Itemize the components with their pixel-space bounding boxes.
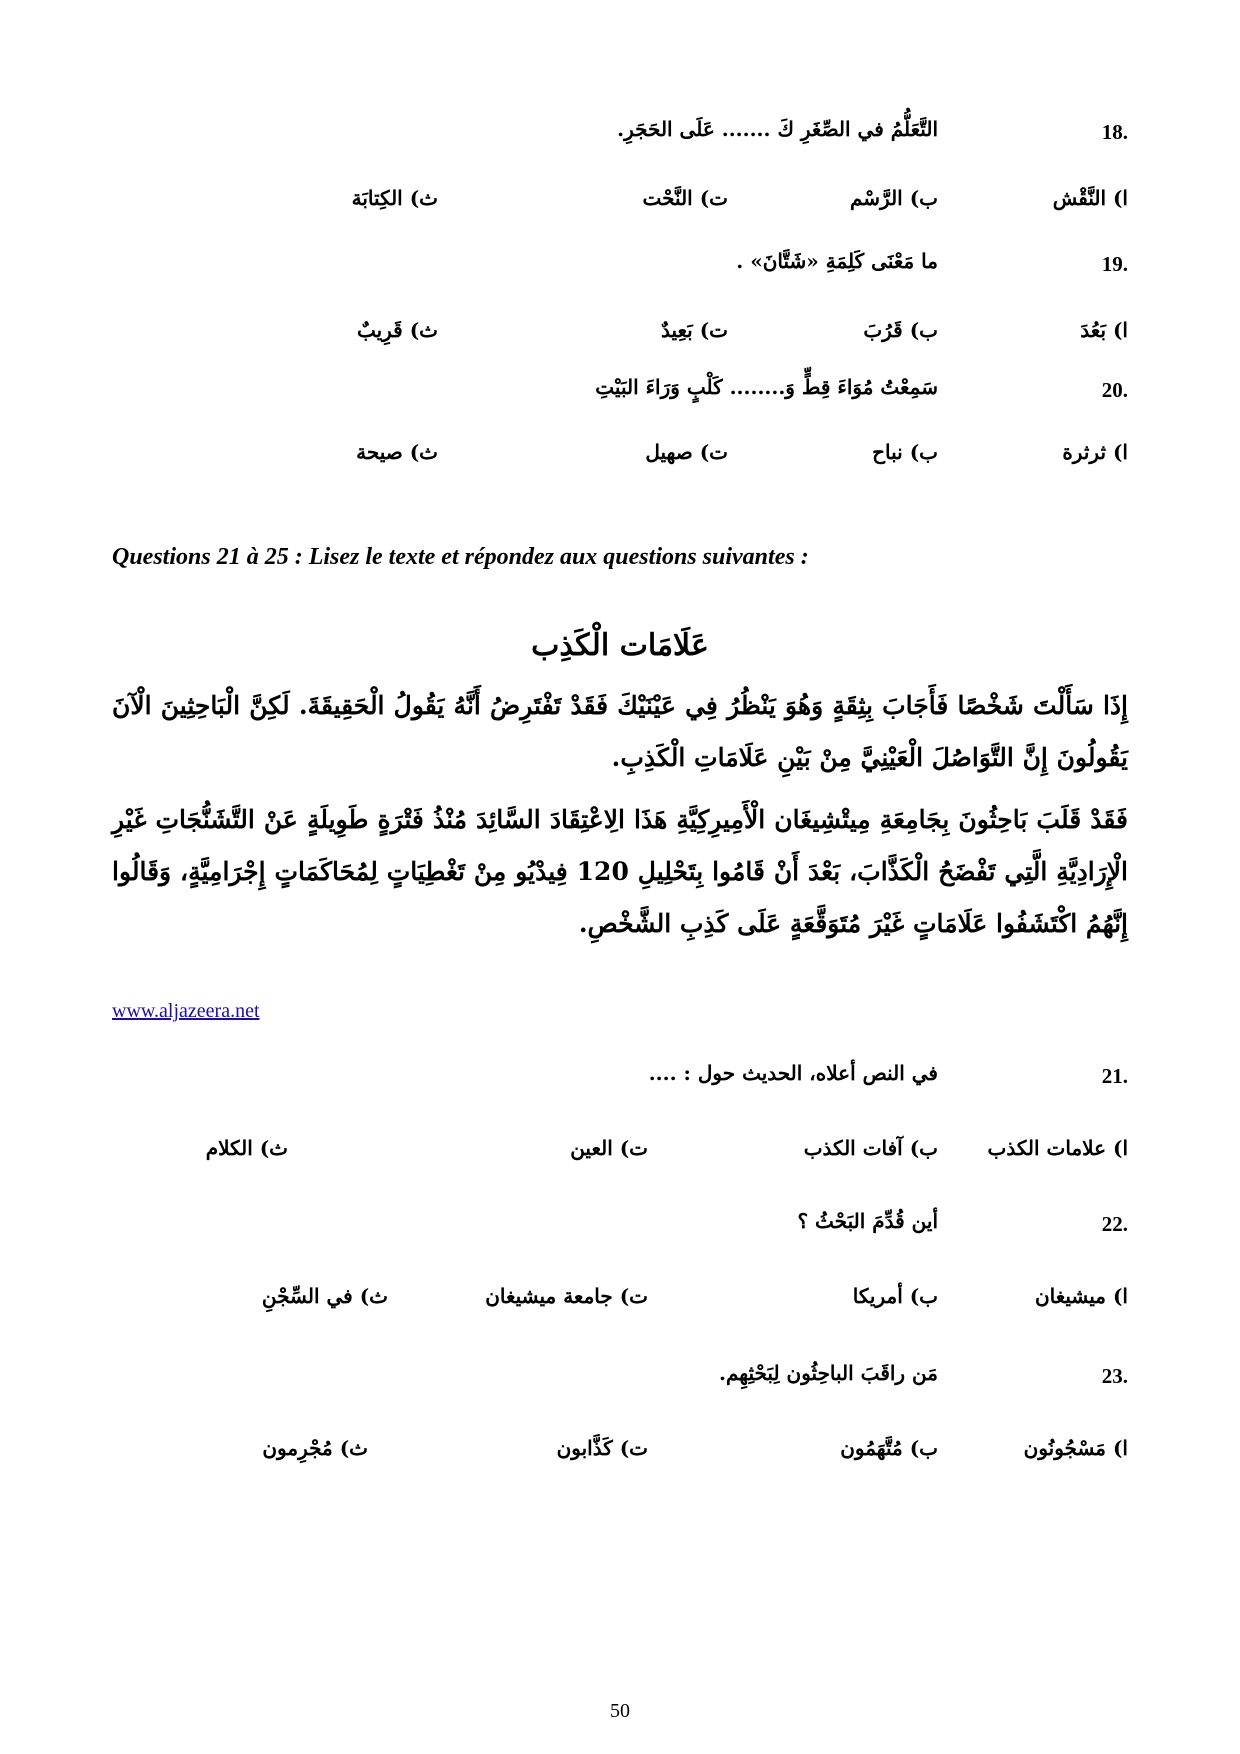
- question-text: أين قُدِّمَ البَحْثُ ؟: [797, 1209, 938, 1233]
- option-ta[interactable]: ت) النَّحْت: [642, 186, 728, 210]
- question-text: التَّعَلُّمُ في الصِّغَرِ كَ ....... عَلَى الحَجَرِ.: [617, 117, 938, 141]
- option-alif[interactable]: ا) النَّقْش: [1052, 186, 1128, 210]
- option-alif[interactable]: ا) ميشيغان: [1034, 1284, 1128, 1308]
- option-alif[interactable]: ا) مَسْجُونُون: [1023, 1436, 1128, 1460]
- question-number: 23.: [1101, 1364, 1128, 1388]
- source-link[interactable]: www.aljazeera.net: [112, 1000, 260, 1022]
- question-number: 21.: [1101, 1064, 1128, 1088]
- option-tha[interactable]: ث) في السِّجْنِ: [261, 1284, 388, 1308]
- question-number: 18.: [1101, 120, 1128, 144]
- option-ba[interactable]: ب) أمريكا: [852, 1284, 938, 1308]
- option-alif[interactable]: ا) علامات الكذب: [987, 1136, 1128, 1160]
- question-number: 22.: [1101, 1212, 1128, 1236]
- page-number: 50: [610, 1700, 630, 1722]
- option-alif[interactable]: ا) بَعُدَ: [1080, 318, 1128, 342]
- option-ta[interactable]: ت) جامعة ميشيغان: [485, 1284, 648, 1308]
- option-tha[interactable]: ث) صيحة: [356, 440, 438, 464]
- section-instruction: Questions 21 à 25 : Lisez le texte et répondez aux questions suivantes :: [112, 544, 809, 570]
- option-ba[interactable]: ب) الرَّسْم: [849, 186, 938, 210]
- question-text: ما مَعْنَى كَلِمَةِ «شَتَّانَ» .: [736, 249, 938, 273]
- option-tha[interactable]: ث) مُجْرِمون: [262, 1436, 368, 1460]
- option-alif[interactable]: ا) ثرثرة: [1062, 440, 1128, 464]
- option-ba[interactable]: ب) نباح: [872, 440, 938, 464]
- question-number: 19.: [1101, 252, 1128, 276]
- option-ta[interactable]: ت) العين: [570, 1136, 648, 1160]
- option-ta[interactable]: ت) بَعِيدٌ: [660, 318, 728, 342]
- option-ta[interactable]: ت) صهيل: [645, 440, 728, 464]
- option-ba[interactable]: ب) مُتَّهَمُون: [840, 1436, 938, 1460]
- question-text: في النص أعلاه، الحديث حول : ....: [648, 1061, 938, 1085]
- option-ba[interactable]: ب) قَرُبَ: [863, 318, 938, 342]
- option-tha[interactable]: ث) الكلام: [205, 1136, 288, 1160]
- passage-paragraph-2: فَقَدْ قَلَبَ بَاحِثُونَ بِجَامِعَةِ مِيتْشِيغَان الْأَمِيرِكِيَّةِ هَذَا الِاعْتِقَادَ السَّائِدَ مُنْذُ فَتْرَةٍ طَوِيلَةٍ عَنْ التَّشَنُّجَاتِ غَيْرِ الْإِرَادِيَّةِ الَّتِي تَفْضَحُ الْكَذَّابَ، بَعْدَ أَنْ قَامُوا بِتَحْلِيلِ 120 فِيدْيُو مِنْ تَغْطِيَاتٍ لِمُحَاكَمَاتٍ إِجْرَامِيَّةٍ، وَقَالُوا إِنَّهُمُ اكْتَشَفُوا عَلَامَاتٍ غَيْرَ مُتَوَقَّعَةٍ عَلَى كَذِبِ الشَّخْصِ.: [112, 805, 1128, 938]
- passage-title: عَلَامَات الْكَذِب: [531, 628, 709, 663]
- option-tha[interactable]: ث) الكِتابَة: [351, 186, 438, 210]
- question-number: 20.: [1101, 378, 1128, 402]
- passage-paragraph-1: إِذَا سَأَلْتَ شَخْصًا فَأَجَابَ بِثِقَةٍ وَهُوَ يَنْظُرُ فِي عَيْنَيْكَ فَقَدْ تَفْتَرِضُ أَنَّهُ يَقُولُ الْحَقِيقَةَ. لَكِنَّ الْبَاحِثِينَ الْآنَ يَقُولُونَ إِنَّ التَّوَاصُلَ الْعَيْنِيَّ مِنْ بَيْنِ عَلَامَاتِ الْكَذِبِ.: [112, 691, 1128, 772]
- option-tha[interactable]: ث) قَرِيبٌ: [356, 318, 438, 342]
- question-text: مَن راقَبَ الباحِثُون لِبَحْثِهِم.: [718, 1361, 938, 1385]
- option-ba[interactable]: ب) آفات الكذب: [803, 1136, 938, 1160]
- option-ta[interactable]: ت) كَذَّابون: [556, 1436, 648, 1460]
- question-text: سَمِعْتُ مُوَاءَ قِطٍّ وَ........ كَلْبٍ وَرَاءَ البَيْتِ: [595, 375, 938, 399]
